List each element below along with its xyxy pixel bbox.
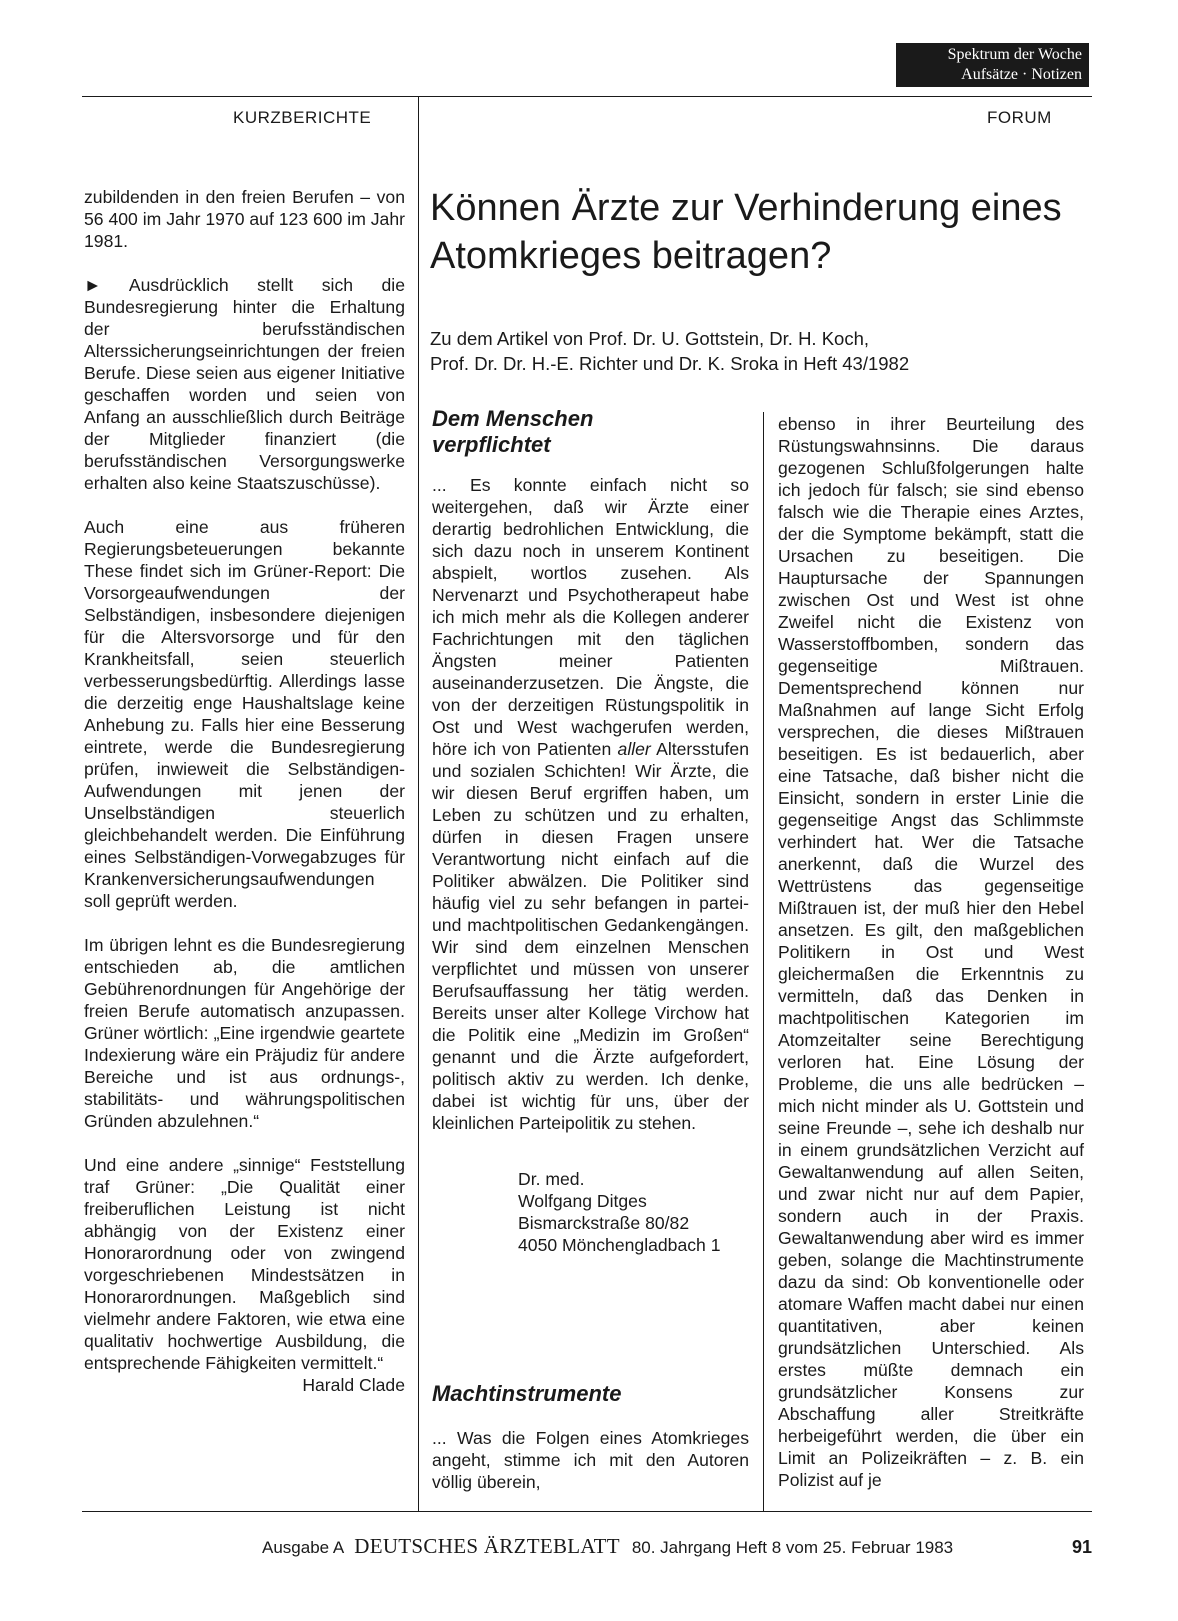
section-label-forum: FORUM [987, 108, 1052, 127]
footer-edition: Ausgabe A [262, 1538, 345, 1557]
letter-column [432, 406, 749, 1256]
letter-2-continuation: ebenso in ihrer Beurteilung des Rüstungswahnsinns. Die daraus gezogenen Schlußfolgerungen halte ich jedoch für falsch; sie sind ebenso falsch wie die Therapie eines Arztes, der die Symptome bekämpft, statt die Ursachen zu beseitigen. Die Hauptursache der Spannungen zwischen Ost und West ist ohne Zweifel nicht die Existenz von Wasserstoffbomben, sondern das gegenseitige Mißtrauen. Dementsprechend können nur Maßnahmen auf lange Sicht Erfolg versprechen, die dieses Mißtrauen beseitigen. Es ist bedauerlich, aber eine Tatsache, daß bisher nicht die Einsicht, sondern in erster Linie die gegenseitige Angst das Schlimmste verhindert hat. Wer die Tatsache anerkennt, daß die Wurzel des Wettrüstens das gegenseitige Mißtrauen ist, der muß hier den Hebel ansetzen. Es gilt, den maßgeblichen Politikern in Ost und West gleichermaßen die Erkenntnis zu vermitteln, daß das Denken in machtpolitischen Kategorien im Atomzeitalter seine Berechtigung verloren hat. Eine Lösung der Probleme, die uns alle bedrücken – mich nicht minder als U. Gottstein und seine Freunde –, sehe ich deshalb nur in einem grundsätzlichen Verzicht auf Gewaltanwendung auf allen Seiten, und zwar nicht nur auf dem Papier, sondern auch in der Praxis. Gewaltanwendung aber wird es immer geben, solange die Machtinstrumente dazu da sind: Ob konventionelle oder atomare Waffen macht dabei nur einen quantitativen, aber keinen grundsätzlichen Unterschied. Als erstes müßte demnach ein grundsätzlicher Konsens zur Abschaffung aller Streitkräfte herbeigeführt werden, die über ein Limit an Polizeikräften – z. B. ein Polizist auf je [778, 414, 1084, 1490]
letter-text: ... Es konnte einfach nicht so weitergehen, daß wir Ärzte einer derartig bedrohlichen Entwicklung, die sich dazu noch in unserem Kontinent abspielt, wortlos zusehen. Als Nervenarzt und Psychotherapeut habe ich mich mehr als die Kollegen anderer Fachrichtungen mit den täglichen Ängsten meiner Patienten auseinanderzusetzen. Die Ängste, die von der derzeitigen Rüstungspolitik in Ost und West wachgerufen werden, höre ich von Patienten [432, 475, 749, 759]
letter-2-body: ... Was die Folgen eines Atomkrieges angeht, stimme ich mit den Autoren völlig überein, [432, 1428, 749, 1492]
page-footer [262, 1534, 1092, 1559]
letter-2-heading: Machtinstrumente [432, 1381, 622, 1406]
footer-journal: DEUTSCHES ÄRZTEBLATT [354, 1534, 620, 1558]
kurzberichte-column [84, 186, 405, 1396]
paragraph-last [84, 1154, 405, 1396]
bottom-rule [82, 1511, 1092, 1512]
article-column-divider [763, 412, 764, 1512]
letter-text: Altersstufen und sozialen Schichten! Wir Ärzte, die wir diesen Beruf ergriffen haben, um Leben zu schützen und zu erhalten, dürfen in diesen Fragen unsere Verantwortung nicht einfach auf die Politiker abwälzen. Die Politiker sind häufig viel zu sehr befangen in partei- und machtpolitischen Gedankengängen. Wir sind dem einzelnen Menschen verpflichtet und müssen von unserer Berufsauffassung her tätig werden. Bereits unser alter Kollege Virchow hat die Politik eine „Medizin im Großen“ genannt und die Ärzte aufgefordert, politisch aktiv zu werden. Ich denke, dabei ist wichtig für uns, über der kleinlichen Parteipolitik zu stehen. [432, 739, 749, 1133]
paragraph: Im übrigen lehnt es die Bundesregierung entschieden ab, die amtlichen Gebührenordnungen für Angehörige der freien Berufe automatisch anzupassen. Grüner wörtlich: „Eine irgendwie geartete Indexierung wäre ein Präjudiz für andere Bereiche und ist aus ordnungs-, stabilitäts- und währungspolitischen Gründen abzulehnen.“ [84, 935, 405, 1131]
paragraph: zubildenden in den freien Berufen – von 56 400 im Jahr 1970 auf 123 600 im Jahr 1981. [84, 187, 405, 251]
letter-heading-line-2: verpflichtet [432, 432, 551, 457]
badge-line-2: Aufsätze · Notizen [961, 66, 1082, 83]
letter-heading [432, 406, 749, 458]
article-intro [430, 326, 1090, 376]
footer-issue: 80. Jahrgang Heft 8 vom 25. Februar 1983 [631, 1538, 954, 1557]
page-number: 91 [1071, 1537, 1092, 1557]
top-rule [82, 96, 1092, 97]
paragraph-text: Und eine andere „sinnige“ Feststellung traf Grüner: „Die Qualität einer freiberuflichen Leistung ist nicht abhängig von der Existenz einer Honorarordnung oder von zwingend vorgeschriebenen Mindestsätzen in Honorarordnungen. Maßgeblich sind vielmehr andere Faktoren, wie etwa eine qualitativ hochwertige Ausbildung, die entsprechende Fähigkeiten vermittelt.“ [84, 1155, 405, 1373]
address-line: 4050 Mönchengladbach 1 [518, 1235, 721, 1255]
letter-emphasis: aller [617, 739, 651, 759]
section-label-kurzberichte: KURZBERICHTE [233, 108, 372, 127]
address-line: Dr. med. [518, 1169, 585, 1189]
letter-2-start [432, 1381, 749, 1493]
section-badge [896, 43, 1089, 87]
letter-address [432, 1168, 749, 1256]
address-line: Bismarckstraße 80/82 [518, 1213, 690, 1233]
badge-line-1: Spektrum der Woche [947, 46, 1082, 63]
article-title: Können Ärzte zur Verhinderung eines Atomkrieges beitragen? [430, 187, 1062, 277]
column-divider [418, 96, 419, 1511]
letter-heading-line-1: Dem Menschen [432, 406, 594, 431]
author-signature: Harald Clade [302, 1375, 405, 1395]
letter-body [432, 474, 749, 1134]
intro-line-1: Zu dem Artikel von Prof. Dr. U. Gottstein, Dr. H. Koch, [430, 328, 870, 349]
paragraph: ► Ausdrücklich stellt sich die Bundesregierung hinter die Erhaltung der berufsständischen Alterssicherungseinrichtungen der freien Berufe. Diese seien aus eigener Initiative geschaffen worden und seien von Anfang an ausschließlich durch Beiträge der Mitglieder finanziert (die berufsständischen Versorgungswerke erhalten also keine Staatszuschüsse). [84, 275, 405, 493]
address-line: Wolfgang Ditges [518, 1191, 647, 1211]
intro-line-2: Prof. Dr. Dr. H.-E. Richter und Dr. K. Sroka in Heft 43/1982 [430, 353, 910, 374]
paragraph: Auch eine aus früheren Regierungsbeteuerungen bekannte These findet sich im Grüner-Report: Die Vorsorgeaufwendungen der Selbständigen, insbesondere diejenigen für die Altersvorsorge und für den Krankheitsfall, seien steuerlich verbesserungsbedürftig. Allerdings lasse die derzeitig enge Haushaltslage keine Anhebung zu. Falls hier eine Besserung eintrete, werde die Bundesregierung prüfen, inwieweit die Selbständigen-Aufwendungen mit jenen der Unselbständigen steuerlich gleichbehandelt werden. Die Einführung eines Selbständigen-Vorwegabzuges für Krankenversicherungsaufwendungen soll geprüft werden. [84, 517, 405, 911]
